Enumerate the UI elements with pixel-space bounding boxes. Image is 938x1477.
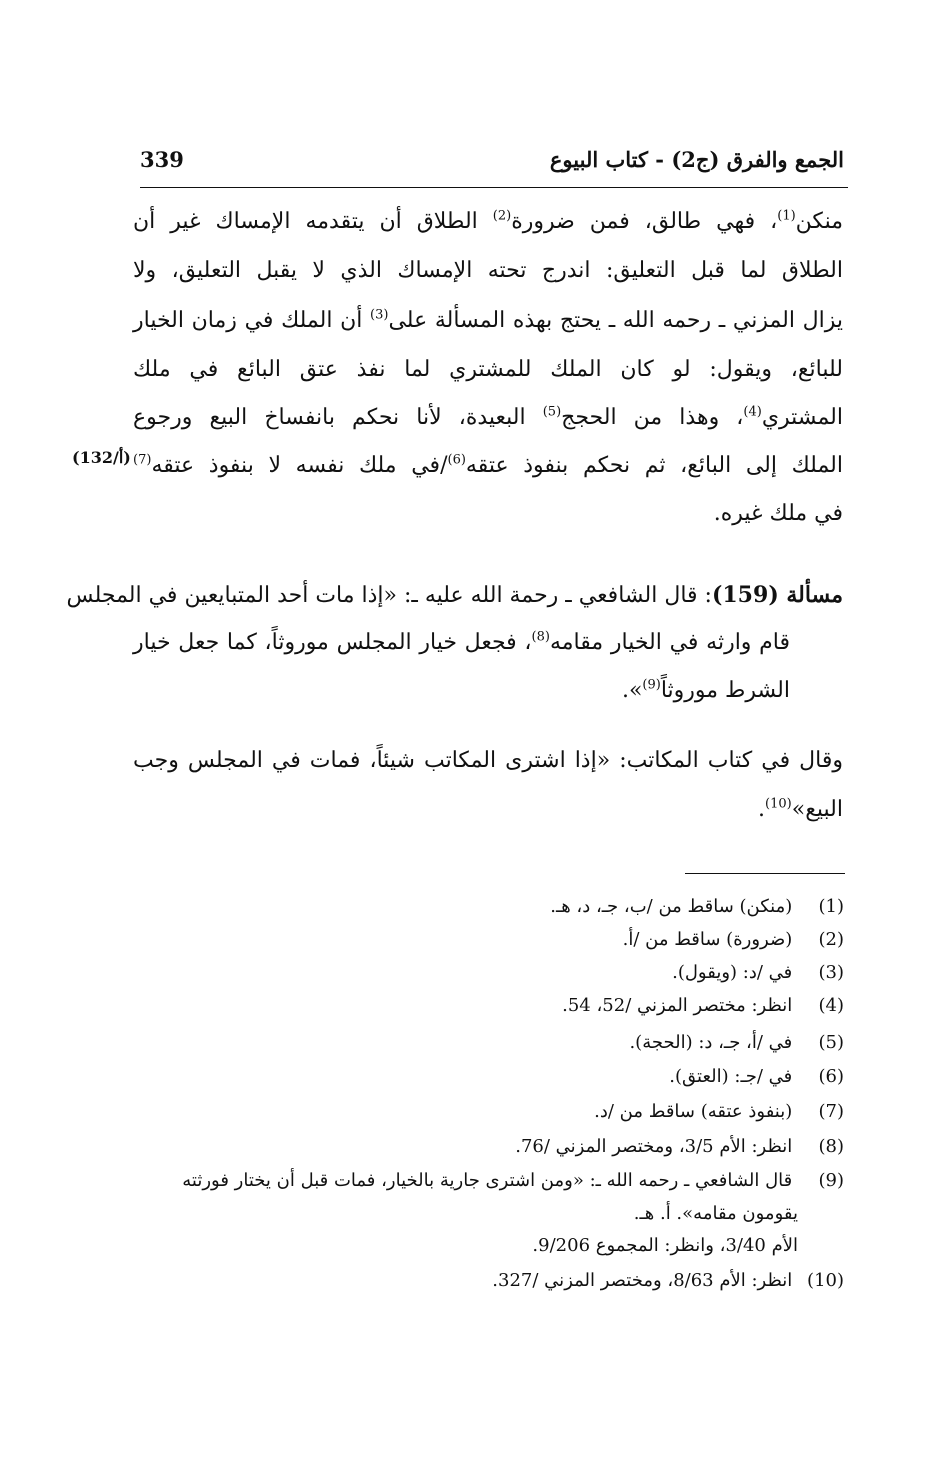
footnote-number: (10) [807,1270,844,1291]
footnote-9-continuation: يقومون مقامه». أ. هـ. [633,1203,798,1224]
footnote-ref: (6) [447,452,466,468]
body-line-1 [133,207,843,237]
footnote-text: انظر: الأم 8/63، ومختصر المزني /327. [492,1270,793,1291]
footnote-ref: (1) [777,208,796,224]
footnote-9 [182,1168,844,1194]
issue-line-3 [133,676,790,706]
issue-label: مسألة (159) [711,582,843,608]
footnote-ref: (7) [133,452,152,468]
footnote-number: (3) [818,962,844,983]
manuscript-folio-note: (132/أ) [72,448,131,467]
footnote-2 [623,927,844,953]
footnote-number: (1) [818,896,844,917]
footnote-number: (5) [818,1032,844,1053]
footnote-number: (4) [818,995,844,1016]
text-run: أن الملك في زمان الخيار [133,308,371,333]
footnote-number: (7) [818,1101,844,1122]
body-line-4: للبائع، ويقول: لو كان الملك للمشتري لما نفذ عتق البائع في ملك [133,357,843,382]
text-run: الشرط موروثاً [660,678,790,703]
footnote-8 [515,1134,844,1160]
page-number: 339 [140,147,184,172]
issue-line-2 [133,628,790,658]
footnote-number: (9) [818,1170,844,1191]
text-run: الملك إلى البائع، ثم نحكم بنفوذ عتقه [465,453,843,478]
body-line-3 [133,306,843,336]
text-run: يزال المزني ـ رحمه الله ـ يحتج بهذه المسألة على [388,308,844,333]
footnote-number: (8) [818,1136,844,1157]
footnote-text: في /جـ: (العتق). [669,1066,793,1087]
footnote-ref: (9) [642,677,661,693]
text-run: قام وارثه في الخيار مقامه [549,630,791,655]
footnote-text: في /د: (ويقول). [672,962,793,983]
footnote-ref: (8) [531,629,550,645]
footnote-3 [672,960,844,986]
footnote-ref: (4) [743,404,762,420]
footnote-10 [492,1268,844,1294]
footnote-text: انظر: الأم 3/5، ومختصر المزني /76. [515,1136,793,1157]
text-run: الطلاق أن يتقدمه الإمساك غير أن [133,209,493,234]
text-run: /في ملك نفسه لا بنفوذ عتقه [151,453,448,478]
running-title: الجمع والفرق (ج2) - كتاب البيوع [549,147,844,172]
footnote-1 [550,894,844,920]
text-run: البيع» [791,797,843,822]
paragraph2-line-2 [133,795,843,825]
text-run: منكن [795,209,843,234]
text-run: ، وهذا من الحجج [561,405,744,430]
footnote-text: (ضرورة) ساقط من /أ. [622,929,793,950]
text-run: ، فجعل خيار المجلس موروثاً، كما جعل خيار [133,630,532,655]
body-line-5 [133,403,843,433]
footnote-text: في /أ، جـ، د: (الحجة). [629,1032,793,1053]
text-run: المشتري [761,405,843,430]
footnote-ref: (2) [492,208,512,224]
text-run: ». [621,678,643,703]
footnote-number: (2) [818,929,844,950]
paragraph2-line-1: وقال في كتاب المكاتب: «إذا اشترى المكاتب شيئاً، فمات في المجلس وجب [133,748,843,773]
footnote-separator [685,873,845,874]
footnote-text: قال الشافعي ـ رحمه الله ـ: «ومن اشترى جارية بالخيار، فمات قبل أن يختار فورثته [182,1170,793,1191]
footnote-6 [669,1064,844,1090]
footnote-7 [594,1099,844,1125]
footnote-9-continuation: الأم 3/40، وانظر: المجموع 9/206. [532,1235,798,1256]
text-run: . [758,797,766,822]
body-line-6 [133,451,843,481]
text-run: البعيدة، لأنا نحكم بانفساخ البيع ورجوع [133,405,543,430]
footnote-number: (6) [818,1066,844,1087]
footnote-4 [562,993,844,1019]
body-line-2: الطلاق لما قبل التعليق: اندرج تحته الإمساك الذي لا يقبل التعليق، ولا [133,258,843,283]
body-line-7: في ملك غيره. [713,501,843,526]
footnote-ref: (3) [370,307,389,323]
issue-line-1 [66,580,843,611]
text-run: ، فهي طالق، فمن ضرورة [511,209,778,234]
footnote-ref: (10) [765,796,792,812]
text-run: : قال الشافعي ـ رحمة الله عليه ـ: «إذا مات أحد المتبايعين في المجلس [66,583,712,608]
footnote-text: انظر: مختصر المزني /52، 54. [562,995,793,1016]
footnote-5 [629,1030,844,1056]
running-header [140,147,848,188]
footnote-text: (بنفوذ عتقه) ساقط من /د. [594,1101,793,1122]
footnote-text: (منكن) ساقط من /ب، جـ، د، هـ. [550,896,793,917]
footnote-ref: (5) [542,404,562,420]
